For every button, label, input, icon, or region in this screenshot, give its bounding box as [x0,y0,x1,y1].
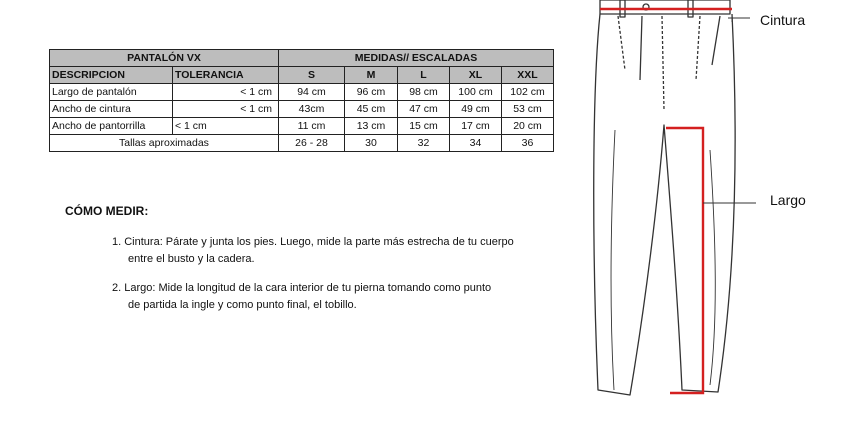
pleat-line [696,16,700,80]
cell-value: 30 [345,135,398,152]
fly-line [662,16,664,110]
pleat-line [618,16,625,70]
table-row [50,84,554,101]
cell-value: 45 cm [345,101,398,118]
cell-value: 100 cm [450,84,502,101]
row-label: Largo de pantalón [50,84,173,101]
size-header: S [279,67,345,84]
cell-value: 96 cm [345,84,398,101]
cell-value: 26 - 28 [279,135,345,152]
table-title: PANTALÓN VX [50,50,279,67]
crease-line [611,130,615,390]
measure-lines [600,9,732,393]
cell-value: 47 cm [398,101,450,118]
howto-steps [112,234,552,326]
step-text: entre el busto y la cadera. [128,253,255,265]
cell-value: 17 cm [450,118,502,135]
list-item [112,280,552,314]
cell-value: 34 [450,135,502,152]
pleat-line [640,16,642,80]
table-row [50,135,554,152]
row-label: Ancho de pantorrilla [50,118,173,135]
length-measure [666,128,703,393]
col-tolerance: TOLERANCIA [173,67,279,84]
cell-value: 20 cm [502,118,554,135]
size-header: L [398,67,450,84]
crease-line [710,150,715,385]
row-tolerance: < 1 cm [173,84,279,101]
cell-value: 94 cm [279,84,345,101]
step-text: 1. Cintura: Párate y junta los pies. Luego, mide la parte más estrecha de tu cuerpo [112,236,514,248]
pleat-line [712,16,720,65]
list-item [112,234,552,268]
table-row [50,101,554,118]
howto-title: CÓMO MEDIR: [65,204,149,218]
measures-title: MEDIDAS// ESCALADAS [279,50,554,67]
cell-value: 15 cm [398,118,450,135]
size-table [49,49,554,152]
approx-label: Tallas aproximadas [50,135,279,152]
waist-label: Cintura [760,12,806,28]
cell-value: 49 cm [450,101,502,118]
cell-value: 98 cm [398,84,450,101]
cell-value: 36 [502,135,554,152]
size-header: XXL [502,67,554,84]
cell-value: 32 [398,135,450,152]
row-label: Ancho de cintura [50,101,173,118]
col-description: DESCRIPCION [50,67,173,84]
row-tolerance: < 1 cm [173,118,279,135]
cell-value: 43cm [279,101,345,118]
length-label: Largo [770,192,806,208]
row-tolerance: < 1 cm [173,101,279,118]
pants-illustration [570,0,750,427]
cell-value: 11 cm [279,118,345,135]
cell-value: 102 cm [502,84,554,101]
size-header: XL [450,67,502,84]
step-text: de partida la ingle y como punto final, el tobillo. [128,299,357,311]
pointer-extension [728,10,758,210]
step-text: 2. Largo: Mide la longitud de la cara interior de tu pierna tomando como punto [112,282,492,294]
cell-value: 13 cm [345,118,398,135]
waist-pointer-end [728,18,732,22]
size-header: M [345,67,398,84]
cell-value: 53 cm [502,101,554,118]
table-row [50,118,554,135]
